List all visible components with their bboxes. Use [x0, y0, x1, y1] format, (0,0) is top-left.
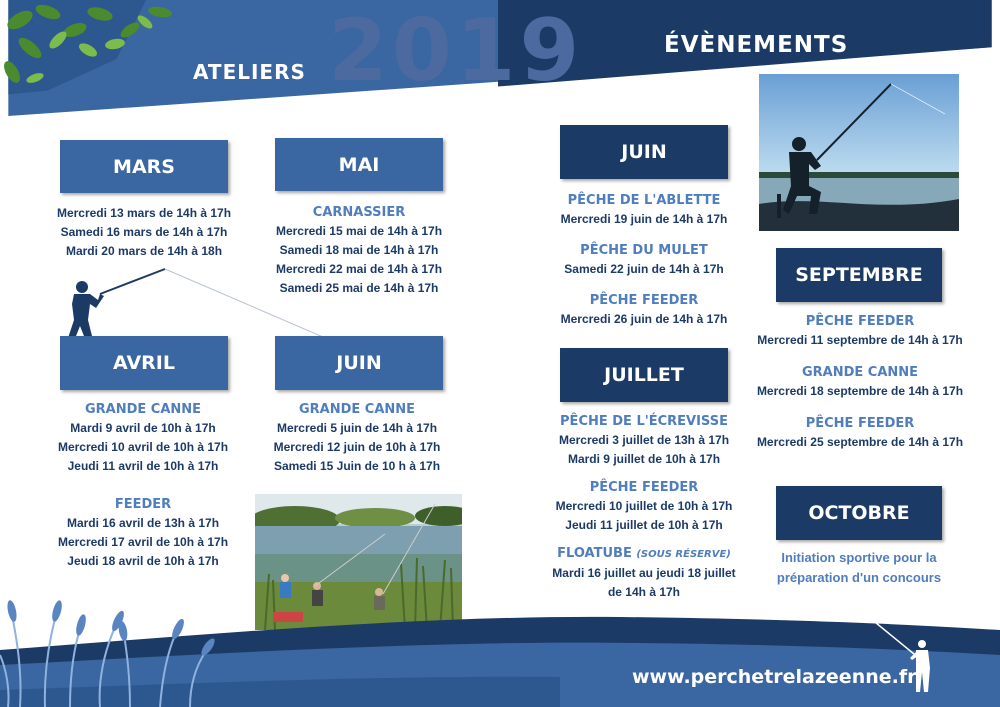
website-link[interactable]: www.perchetrelazeenne.fr [632, 666, 917, 688]
month-header-mai: MAI [275, 138, 443, 191]
description-line: préparation d'un concours [776, 570, 942, 585]
schedule-line: Jeudi 11 juillet de 10h à 17h [565, 518, 723, 532]
schedule-line: Mercredi 5 juin de 14h à 17h [276, 421, 438, 435]
schedule-line: Mardi 16 avril de 13h à 17h [66, 516, 220, 530]
schedule-line: Mardi 9 juillet de 10h à 17h [567, 452, 721, 466]
schedule-line: Jeudi 18 avril de 10h à 17h [67, 554, 219, 568]
schedule-line: Mercredi 18 septembre de 14h à 17h [756, 384, 964, 398]
schedule-line: Mercredi 11 septembre de 14h à 17h [757, 333, 963, 347]
category-label: PÊCHE FEEDER [589, 293, 699, 308]
category-name: FLOATUBE [557, 546, 632, 561]
tag-label: (SOUS RÉSERVE) [636, 549, 731, 560]
category-label: CARNASSIER [312, 205, 406, 220]
schedule-line: Mercredi 19 juin de 14h à 17h [560, 212, 728, 226]
category-label: FEEDER [114, 497, 172, 512]
schedule-line: Mardi 16 juillet au jeudi 18 juillet [552, 566, 736, 580]
schedule-line: Mardi 20 mars de 14h à 18h [65, 244, 223, 258]
month-header-juin-ateliers: JUIN [275, 336, 443, 390]
ateliers-title: ATELIERS [193, 60, 306, 84]
schedule-line: Samedi 22 juin de 14h à 17h [564, 262, 724, 276]
schedule-line: Mercredi 25 septembre de 14h à 17h [756, 435, 964, 449]
sunset-fisherman-photo [759, 74, 959, 231]
category-label: GRANDE CANNE [298, 402, 416, 417]
schedule-line: Mardi 9 avril de 10h à 17h [70, 421, 216, 435]
description-line: Initiation sportive pour la [781, 550, 937, 565]
schedule-line: de 14h à 17h [607, 585, 681, 599]
avril-schedule [36, 400, 250, 571]
category-label: GRANDE CANNE [84, 402, 202, 417]
category-label: PÊCHE FEEDER [805, 416, 915, 431]
schedule-line: Mercredi 12 juin de 10h à 17h [273, 440, 441, 454]
schedule-line: Mercredi 17 avril de 10h à 17h [57, 535, 229, 549]
category-label: PÊCHE FEEDER [805, 314, 915, 329]
schedule-line: Mercredi 13 mars de 14h à 17h [56, 206, 232, 220]
schedule-line: Mercredi 10 avril de 10h à 17h [57, 440, 229, 454]
schedule-line: Samedi 15 Juin de 10 h à 17h [273, 459, 441, 473]
month-header-avril: AVRIL [60, 336, 228, 390]
schedule-line: Mercredi 22 mai de 14h à 17h [275, 262, 443, 276]
schedule-line: Jeudi 11 avril de 10h à 17h [67, 459, 219, 473]
schedule-line: Mercredi 3 juillet de 13h à 17h [558, 433, 730, 447]
category-label: PÊCHE DE L'ABLETTE [567, 193, 721, 208]
schedule-line: Samedi 25 mai de 14h à 17h [279, 281, 439, 295]
leaves-decoration [0, 0, 190, 95]
category-label [530, 544, 758, 564]
year-watermark: 2019 [328, 1, 584, 101]
schedule-line: Samedi 18 mai de 14h à 17h [279, 243, 439, 257]
juin-ateliers-schedule [250, 400, 464, 476]
category-label: PÊCHE DU MULET [580, 243, 708, 258]
schedule-line: Samedi 16 mars de 14h à 17h [60, 225, 228, 239]
category-label: PÊCHE FEEDER [589, 480, 699, 495]
month-header-octobre: OCTOBRE [776, 486, 942, 540]
category-label: GRANDE CANNE [801, 365, 919, 380]
category-label: PÊCHE DE L'ÉCREVISSE [560, 414, 728, 429]
juin-evenements-schedule [530, 191, 758, 329]
reeds-decoration [0, 585, 250, 707]
septembre-schedule [740, 312, 980, 452]
month-header-mars: MARS [60, 140, 228, 193]
schedule-line: Mercredi 10 juillet de 10h à 17h [555, 499, 733, 513]
octobre-description [756, 548, 962, 588]
evenements-title: ÉVÈNEMENTS [664, 32, 849, 58]
juillet-schedule [530, 412, 758, 602]
schedule-line: Mercredi 26 juin de 14h à 17h [560, 312, 728, 326]
month-header-juillet: JUILLET [560, 348, 728, 402]
month-header-juin-evenements: JUIN [560, 125, 728, 179]
month-header-septembre: SEPTEMBRE [776, 248, 942, 302]
mars-schedule [38, 204, 250, 261]
schedule-line: Mercredi 15 mai de 14h à 17h [275, 224, 443, 238]
